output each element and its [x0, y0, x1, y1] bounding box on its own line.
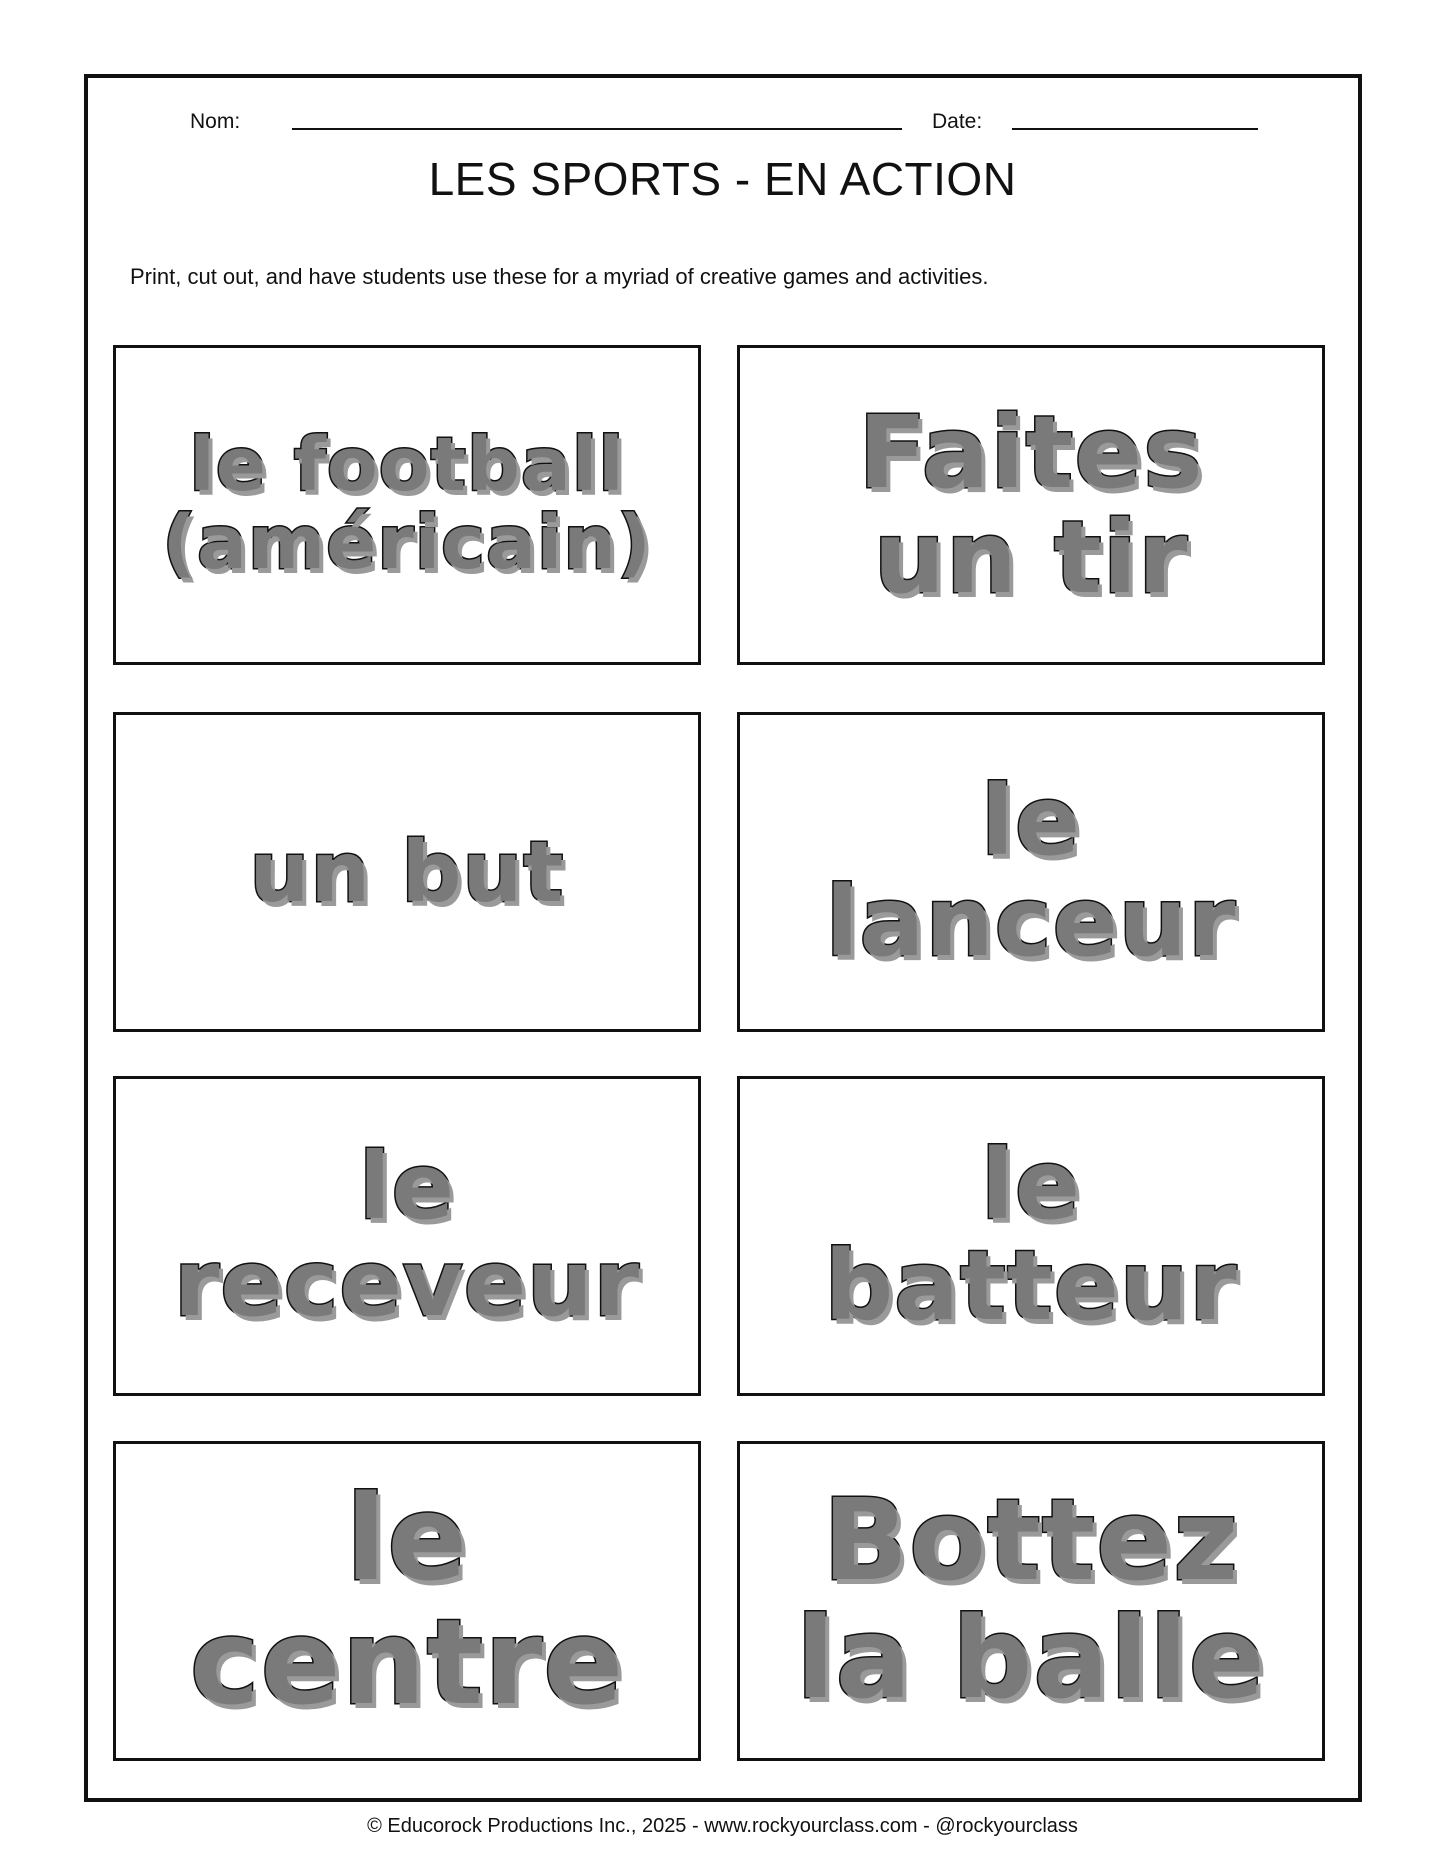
card-text: un but: [249, 822, 565, 921]
card-text: le: [359, 1133, 455, 1241]
word-card: [737, 712, 1325, 1032]
card-text: Bottez: [822, 1476, 1240, 1607]
word-card: [737, 1441, 1325, 1761]
card-text: (américain): [162, 500, 652, 586]
card-text: la balle: [796, 1594, 1266, 1724]
name-label: Nom:: [190, 110, 241, 133]
word-card: [113, 1076, 701, 1396]
card-text: Faites: [858, 394, 1204, 511]
name-field[interactable]: [292, 128, 902, 130]
word-card: [113, 712, 701, 1032]
footer-copyright: © Educorock Productions Inc., 2025 - www.rockyourclass.com - @rockyourclass: [367, 1815, 1078, 1837]
card-text: le football: [189, 422, 625, 509]
word-card: [737, 345, 1325, 665]
page-title: LES SPORTS - EN ACTION: [428, 153, 1017, 205]
card-text: receveur: [174, 1230, 640, 1337]
word-card: [113, 1441, 701, 1761]
card-text: le: [345, 1469, 469, 1608]
card-text: le: [980, 765, 1081, 878]
word-card: [737, 1076, 1325, 1396]
card-text: le: [980, 1129, 1081, 1242]
card-text: centre: [189, 1593, 625, 1731]
card-text: batteur: [824, 1230, 1238, 1342]
date-field[interactable]: [1012, 128, 1258, 130]
card-text: un tir: [873, 499, 1189, 616]
card-text: lanceur: [825, 866, 1237, 978]
instructions: Print, cut out, and have students use these for a myriad of creative games and activities.: [130, 264, 989, 289]
word-card: [113, 345, 701, 665]
date-label: Date:: [932, 110, 983, 133]
